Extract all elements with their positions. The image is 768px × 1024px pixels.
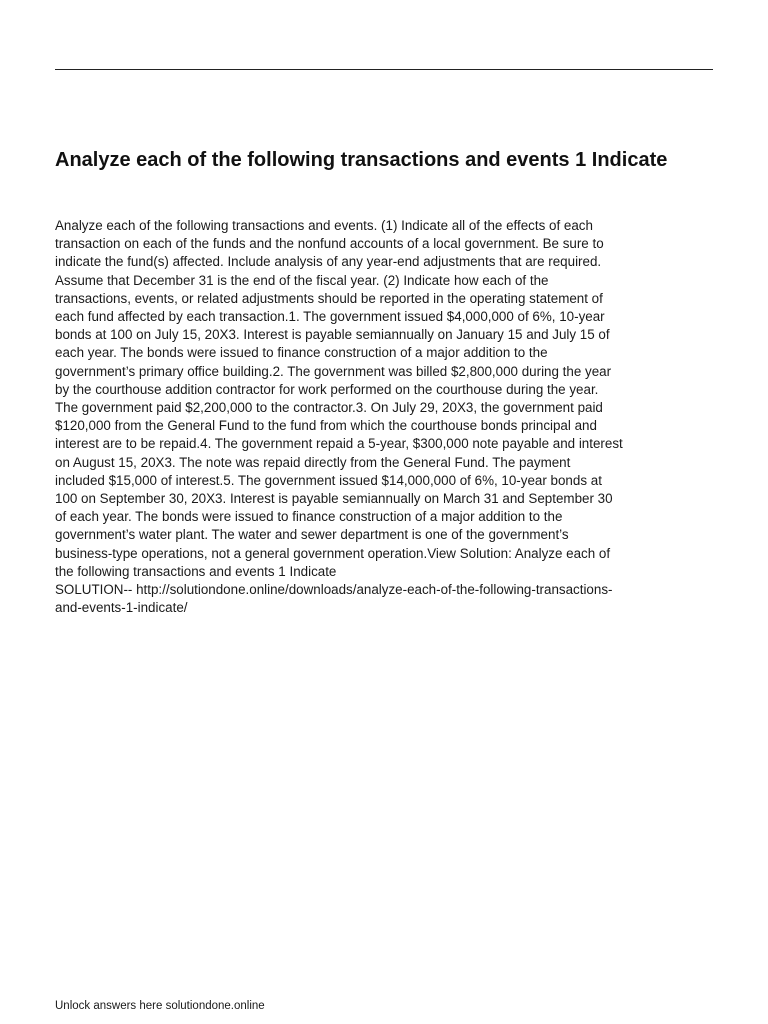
header-divider bbox=[55, 69, 713, 70]
page-title: Analyze each of the following transactions and events 1 Indicate bbox=[55, 149, 668, 171]
footer-text: Unlock answers here solutiondone.online bbox=[55, 1000, 265, 1012]
document-body: Analyze each of the following transactions and events. (1) Indicate all of the effects of each transaction on each of the funds and the nonfund accounts of a local government. Be sure to indicate the fund(s) affected. Include analysis of any year-end adjustments that are required. Assume that December 31 is the end of the fiscal year. (2) Indicate how each of the transactions, events, or related adjustments should be reported in the operating statement of each fund affected by each transaction.1. The government issued $4,000,000 of 6%, 10-year bonds at 100 on July 15, 20X3. Interest is payable semiannually on January 15 and July 15 of each year. The bonds were issued to finance construction of a major addition to the government’s primary office building.2. The government was billed $2,800,000 during the year by the courthouse addition contractor for work performed on the courthouse during the year. The government paid $2,200,000 to the contractor.3. On July 29, 20X3, the government paid $120,000 from the General Fund to the fund from which the courthouse bonds principal and interest are to be repaid.4. The government repaid a 5-year, $300,000 note payable and interest on August 15, 20X3. The note was repaid directly from the General Fund. The payment included $15,000 of interest.5. The government issued $14,000,000 of 6%, 10-year bonds at 100 on September 30, 20X3. Interest is payable semiannually on March 31 and September 30 of each year. The bonds were issued to finance construction of a major addition to the government’s water plant. The water and sewer department is one of the government’s business-type operations, not a general government operation.View Solution: Analyze each of the following transactions and events 1 Indicate SOLUTION-- http://solutiondone.online/downloads/analyze-each-of-the-following-transactions- and-events-1-indicate/ bbox=[55, 218, 623, 616]
